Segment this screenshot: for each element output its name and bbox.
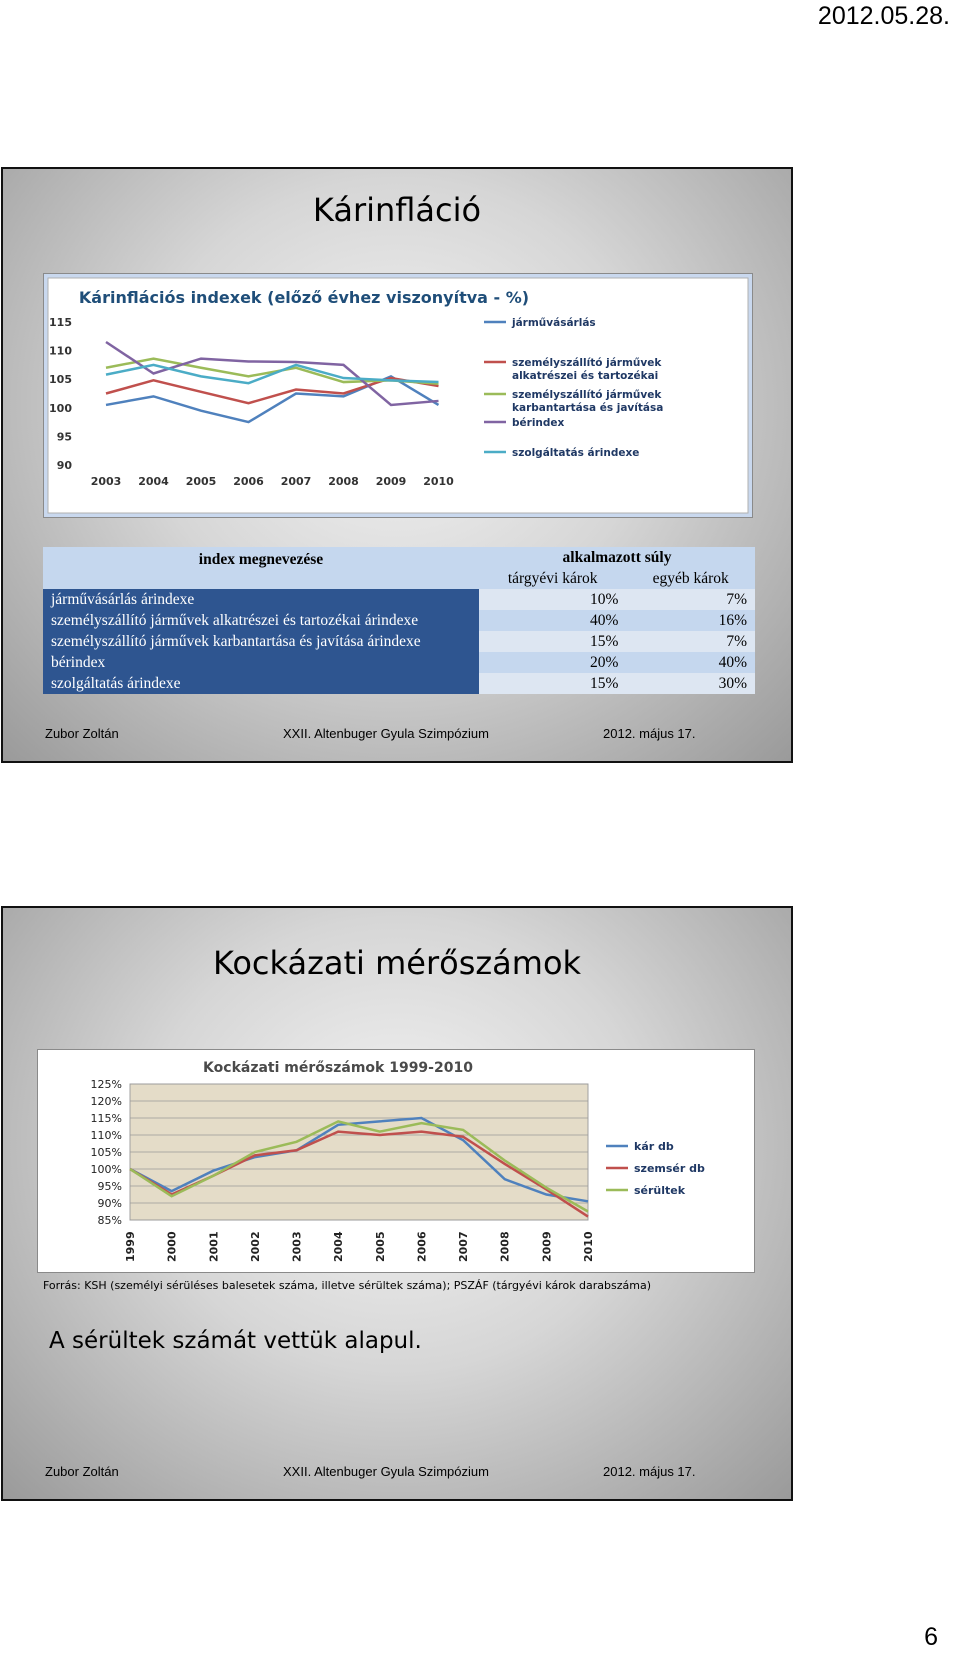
row-targyevi: 10% [479, 589, 626, 610]
y-tick-label: 115 [49, 316, 72, 329]
footer-date: 2012. május 17. [603, 1464, 696, 1479]
x-tick-label: 2005 [373, 1231, 387, 1262]
table-row [43, 589, 755, 610]
y-tick-label: 125% [90, 1078, 122, 1091]
chart-karinflacio-svg [44, 274, 752, 517]
row-name: személyszállító járművek karbantartása és javítása árindexe [43, 631, 479, 652]
slide-kockazati [1, 906, 793, 1501]
row-name: szolgáltatás árindexe [43, 673, 479, 694]
x-tick-label: 2006 [415, 1231, 429, 1262]
x-tick-label: 1999 [124, 1231, 137, 1262]
x-tick-label: 2008 [498, 1231, 512, 1262]
row-targyevi: 15% [479, 673, 626, 694]
x-tick-label: 2009 [540, 1231, 554, 1262]
row-egyeb: 7% [626, 589, 755, 610]
footer-event: XXII. Altenbuger Gyula Szimpózium [283, 726, 489, 741]
y-tick-label: 115% [90, 1112, 122, 1125]
footer-author: Zubor Zoltán [45, 1464, 119, 1479]
y-tick-label: 85% [97, 1214, 122, 1227]
weights-table [43, 547, 755, 694]
footer-event: XXII. Altenbuger Gyula Szimpózium [283, 1464, 489, 1479]
y-tick-label: 90 [56, 459, 72, 472]
source-note: Forrás: KSH (személyi sérüléses balesetek száma, illetve sérültek száma); PSZÁF (tárgyévi károk darabszáma) [43, 1279, 652, 1292]
x-tick-label: 2007 [280, 475, 312, 488]
legend-entry: szolgáltatás árindexe [512, 447, 640, 459]
row-name: személyszállító járművek alkatrészei és tartozékai árindexe [43, 610, 479, 631]
row-targyevi: 15% [479, 631, 626, 652]
y-tick-label: 95 [56, 430, 72, 444]
legend-entry: szemsér db [634, 1162, 705, 1175]
x-tick-label: 2009 [375, 475, 407, 488]
legend-entry: bérindex [512, 417, 565, 429]
row-egyeb: 40% [626, 652, 755, 673]
y-tick-label: 100% [90, 1163, 122, 1176]
x-tick-label: 2004 [138, 475, 169, 488]
x-tick-label: 2001 [207, 1231, 221, 1262]
sub-header-egyeb: egyéb károk [626, 568, 755, 589]
x-tick-label: 2006 [233, 475, 264, 488]
sub-header-targyevi: tárgyévi károk [479, 568, 626, 589]
slide-title: Kockázati mérőszámok [212, 944, 582, 982]
legend-entry: járművásárlás [512, 317, 596, 329]
row-egyeb: 30% [626, 673, 755, 694]
x-tick-label: 2005 [185, 475, 217, 488]
y-tick-label: 105 [49, 373, 72, 387]
x-tick-label: 2003 [290, 1231, 304, 1262]
y-tick-label: 110% [90, 1129, 122, 1142]
footer-author: Zubor Zoltán [45, 726, 119, 741]
footer-date: 2012. május 17. [603, 726, 696, 741]
legend-entry: személyszállító járművek karbantartása és javítása [512, 389, 664, 414]
table-row [43, 673, 755, 694]
chart-kockazati [37, 1049, 755, 1273]
x-tick-label: 2004 [332, 1231, 346, 1262]
table-row [43, 652, 755, 673]
row-egyeb: 7% [626, 631, 755, 652]
y-tick-label: 95% [97, 1180, 122, 1193]
chart-title: Kárinflációs indexek (előző évhez viszonyítva - %) [78, 288, 530, 307]
col-weight-header: alkalmazott súly [479, 547, 755, 568]
row-targyevi: 20% [479, 652, 626, 673]
chart-title: Kockázati mérőszámok 1999-2010 [203, 1060, 473, 1076]
chart-karinflacio [43, 273, 753, 518]
row-name: járművásárlás árindexe [43, 589, 479, 610]
row-egyeb: 16% [626, 610, 755, 631]
x-tick-label: 2003 [90, 475, 122, 488]
slide-karinflacio [1, 167, 793, 763]
y-tick-label: 120% [90, 1095, 122, 1108]
page-date: 2012.05.28. [817, 2, 950, 30]
x-tick-label: 2007 [457, 1231, 471, 1262]
row-targyevi: 40% [479, 610, 626, 631]
note-text: A sérültek számát vettük alapul. [49, 1328, 422, 1354]
legend-entry: személyszállító járművek alkatrészei és tartozékai [512, 357, 662, 382]
legend-entry: sérültek [634, 1184, 686, 1197]
col-name-header: index megnevezése [43, 547, 479, 589]
chart-kockazati-svg [38, 1050, 754, 1272]
table-row [43, 610, 755, 631]
table-row [43, 631, 755, 652]
row-name: bérindex [43, 652, 479, 673]
x-tick-label: 2000 [165, 1231, 179, 1262]
slide-title: Kárinfláció [312, 191, 482, 229]
x-tick-label: 2008 [328, 475, 359, 488]
y-tick-label: 105% [90, 1146, 122, 1159]
x-tick-label: 2002 [248, 1231, 262, 1262]
y-tick-label: 100 [49, 401, 72, 415]
y-tick-label: 90% [97, 1197, 122, 1210]
x-tick-label: 2010 [582, 1231, 595, 1262]
page-number: 6 [924, 1623, 938, 1651]
table-header-row [43, 547, 755, 568]
y-tick-label: 110 [49, 344, 72, 358]
legend-entry: kár db [634, 1140, 674, 1153]
x-tick-label: 2010 [423, 475, 454, 488]
